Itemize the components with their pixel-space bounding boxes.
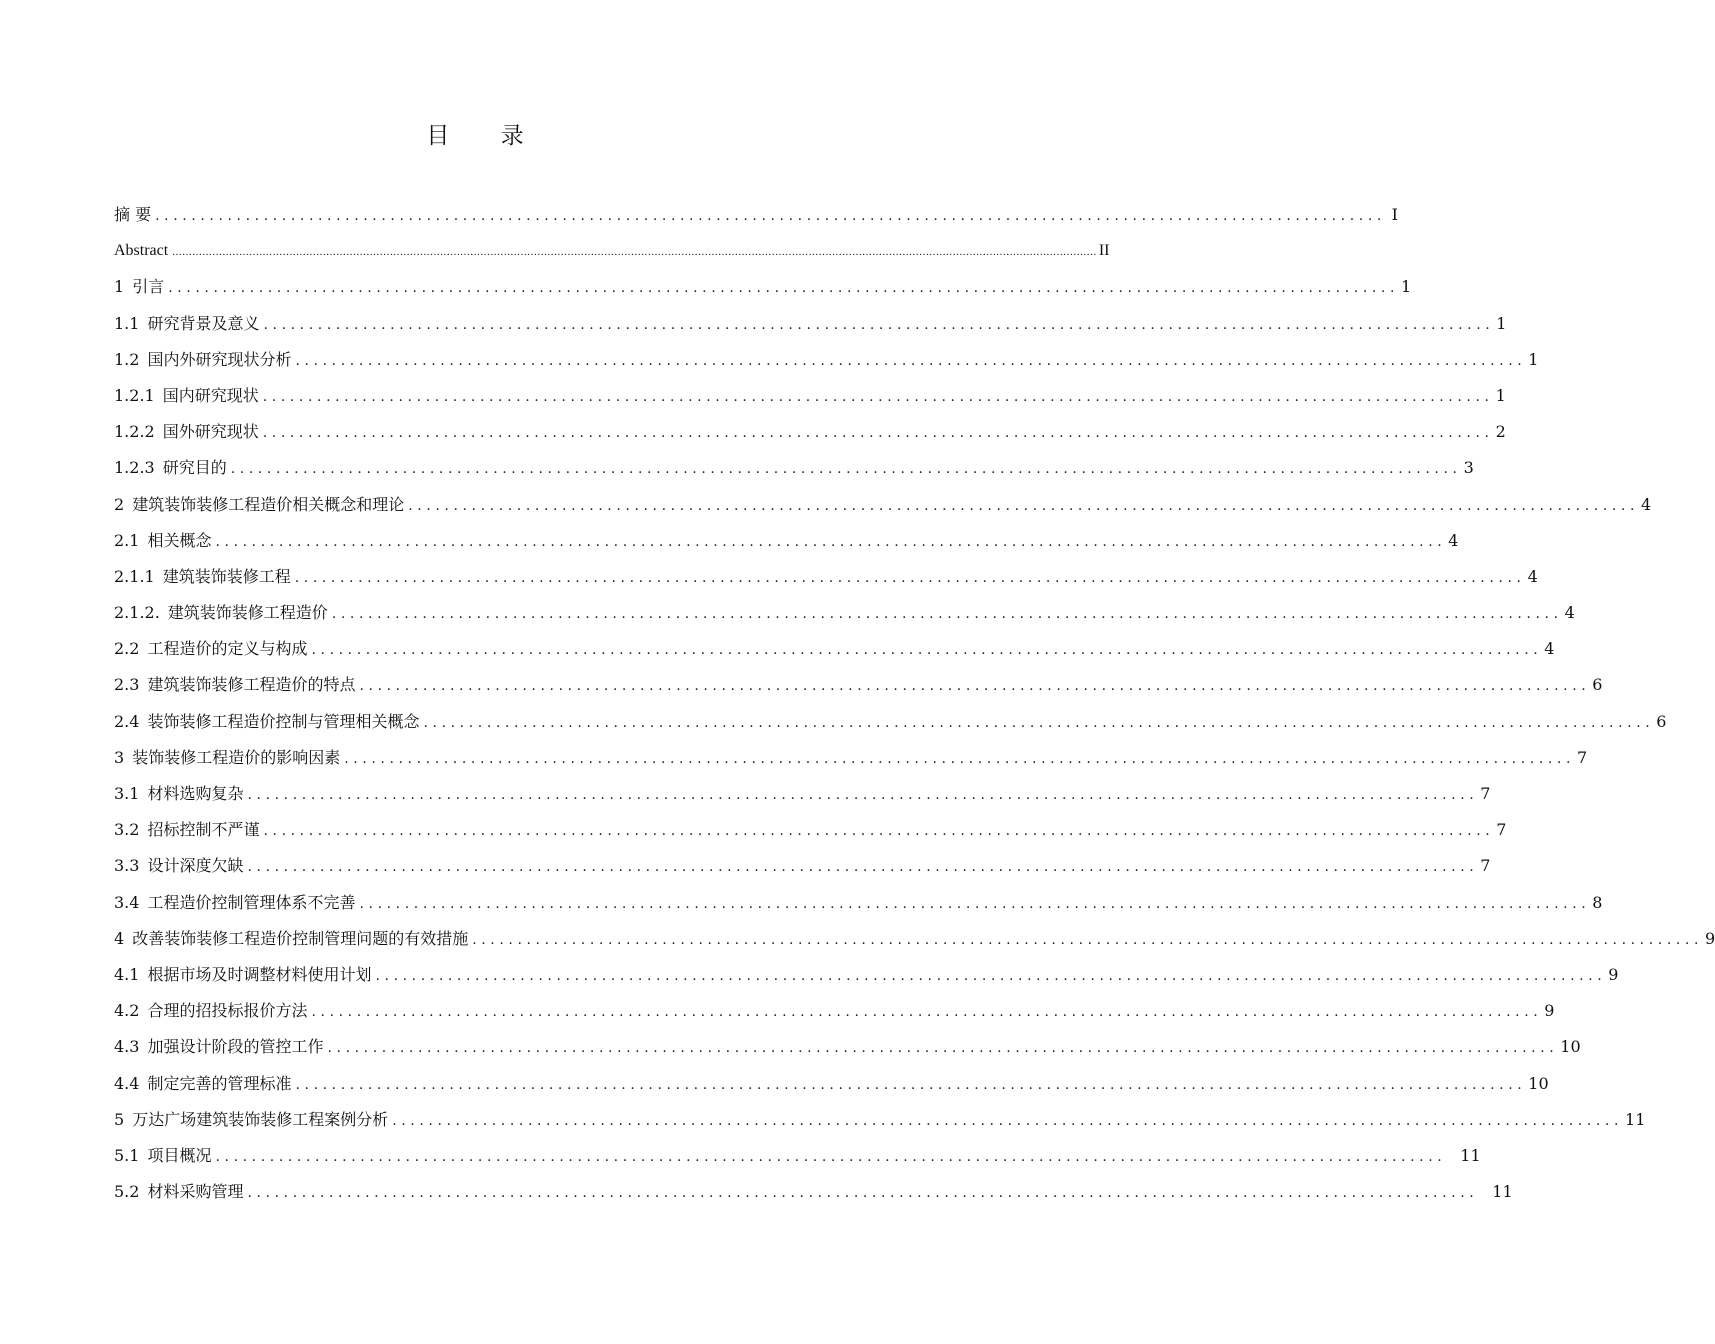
toc-entry-text: 合理的招投标报价方法 bbox=[147, 1001, 308, 1021]
toc-entry-number: 2.2 bbox=[114, 639, 140, 659]
toc-dot-leader: ........................................................................................................................................ bbox=[215, 533, 1447, 550]
toc-entry-text: 建筑装饰装修工程造价的特点 bbox=[147, 675, 356, 695]
toc-entry-title bbox=[114, 669, 357, 701]
toc-page-number: 4 bbox=[1527, 566, 1538, 586]
toc-entry[interactable] bbox=[114, 271, 1412, 307]
toc-entry-number: 3.4 bbox=[114, 892, 140, 912]
toc-page-number: 10 bbox=[1560, 1037, 1581, 1057]
toc-entry[interactable] bbox=[114, 1031, 1581, 1067]
toc-page-number: 11 bbox=[1625, 1109, 1646, 1129]
toc-entry-text: 材料采购管理 bbox=[147, 1182, 244, 1202]
toc-dot-leader: ........................................................................................................................................ bbox=[375, 967, 1607, 984]
toc-entry-number: 4.1 bbox=[114, 964, 140, 984]
toc-page-number: 4 bbox=[1448, 530, 1459, 550]
toc-entry[interactable] bbox=[114, 669, 1603, 705]
toc-entry[interactable] bbox=[114, 525, 1459, 561]
toc-entry-number: 3.3 bbox=[114, 856, 140, 876]
toc-entry-text: 改善装饰装修工程造价控制管理问题的有效措施 bbox=[132, 928, 469, 948]
toc-entry-title bbox=[114, 561, 293, 593]
toc-dot-leader: ........................................................................................................................................ bbox=[168, 280, 1400, 297]
toc-entry-title bbox=[114, 1068, 293, 1100]
toc-dot-leader: ........................................................................................................................................ bbox=[262, 388, 1494, 405]
toc-entry[interactable] bbox=[114, 1068, 1549, 1104]
toc-entry[interactable] bbox=[114, 923, 1715, 959]
toc-entry-title bbox=[114, 344, 293, 376]
toc-entry-text: 材料选购复杂 bbox=[147, 784, 244, 803]
toc-entry-text: 根据市场及时调整材料使用计划 bbox=[147, 964, 372, 984]
toc-entry-number: 2.1 bbox=[114, 530, 140, 550]
toc-entry-title bbox=[114, 308, 261, 340]
toc-entry-title bbox=[114, 923, 470, 955]
toc-entry[interactable] bbox=[114, 597, 1575, 633]
toc-entry[interactable] bbox=[114, 344, 1539, 380]
toc-entry-text: 研究背景及意义 bbox=[147, 313, 260, 333]
toc-page-number: 6 bbox=[1592, 675, 1603, 695]
toc-entry-text: 工程造价的定义与构成 bbox=[147, 639, 308, 659]
toc-dot-leader: ........................................................................................................................................ bbox=[295, 1076, 1527, 1093]
toc-entry[interactable] bbox=[114, 742, 1588, 778]
toc-entry-title bbox=[114, 814, 261, 846]
toc-entry[interactable] bbox=[114, 380, 1506, 416]
toc-dot-leader: ........................................................................................................................................ bbox=[359, 678, 1591, 695]
toc-dot-leader: ........................................................................................................................................ bbox=[247, 787, 1479, 803]
toc-entry-text: 国内外研究现状分析 bbox=[147, 349, 292, 369]
toc-entry-text: 设计深度欠缺 bbox=[147, 856, 244, 876]
toc-entry[interactable] bbox=[114, 959, 1619, 995]
toc-entry-text: 加强设计阶段的管控工作 bbox=[147, 1037, 324, 1057]
toc-entry-title bbox=[114, 1176, 245, 1208]
toc-page-number: 11 bbox=[1460, 1145, 1481, 1165]
toc-entry-title bbox=[114, 887, 357, 919]
toc-entry-text: 万达广场建筑装饰装修工程案例分析 bbox=[132, 1109, 389, 1129]
toc-entry-title bbox=[114, 995, 309, 1027]
toc-entry-text: 装饰装修工程造价的影响因素 bbox=[132, 747, 341, 767]
toc-page-number: II bbox=[1098, 242, 1110, 260]
toc-page-number: 7 bbox=[1577, 747, 1588, 767]
toc-page-number: 1 bbox=[1496, 313, 1507, 333]
toc-dot-leader: ........................................................................................................................................ bbox=[311, 642, 1543, 659]
toc-entry-text: 引言 bbox=[132, 277, 165, 297]
toc-entry-number: 1.2.3 bbox=[114, 458, 155, 478]
toc-entry[interactable] bbox=[114, 561, 1538, 597]
toc-entry-text: 国外研究现状 bbox=[162, 422, 259, 442]
toc-entry-title bbox=[114, 597, 330, 629]
toc-page-number: 6 bbox=[1656, 711, 1667, 731]
toc-entry-number: 5 bbox=[114, 1109, 125, 1129]
toc-entry-title bbox=[114, 706, 421, 738]
toc-entry-text: 招标控制不严谨 bbox=[147, 820, 260, 840]
toc-entry-title bbox=[114, 850, 245, 882]
toc-page-number: 11 bbox=[1492, 1182, 1513, 1202]
toc-entry-text: 研究目的 bbox=[162, 458, 227, 478]
toc-entry-number: 1.2 bbox=[114, 349, 140, 369]
toc-dot-leader: ........................................................................................................................................ bbox=[344, 750, 1576, 767]
toc-entry[interactable] bbox=[114, 706, 1667, 742]
toc-dot-leader: ........................................................................................................................................ bbox=[247, 859, 1479, 876]
toc-entry[interactable] bbox=[114, 1140, 1481, 1176]
toc-entry-title bbox=[114, 199, 153, 231]
toc-entry[interactable] bbox=[114, 452, 1474, 488]
toc-entry-title bbox=[114, 416, 261, 448]
toc-entry-text: 工程造价控制管理体系不完善 bbox=[147, 892, 356, 912]
toc-page-number: 9 bbox=[1544, 1001, 1555, 1021]
toc-entry[interactable] bbox=[114, 995, 1555, 1031]
toc-entry-title bbox=[114, 742, 342, 774]
toc-entry-text: 国内研究现状 bbox=[162, 385, 259, 405]
toc-entry-number: 2.1.2. bbox=[114, 603, 160, 623]
toc-entry-text: 装饰装修工程造价控制与管理相关概念 bbox=[147, 711, 420, 731]
toc-entry-title bbox=[114, 1031, 325, 1063]
toc-page-number: 4 bbox=[1564, 603, 1575, 623]
toc-entry-title bbox=[114, 525, 213, 557]
toc-entry-title bbox=[114, 489, 406, 521]
toc-dot-leader: ........................................................................................................................................ bbox=[359, 895, 1591, 912]
toc-entry[interactable] bbox=[114, 489, 1652, 525]
toc-entry-title bbox=[114, 778, 245, 810]
toc-page-number: 7 bbox=[1496, 820, 1507, 840]
toc-dot-leader: ........................................................................................................................................ bbox=[230, 461, 1462, 478]
toc-dot-leader: ........................................................................................................................................ bbox=[263, 316, 1495, 333]
toc-entry[interactable] bbox=[114, 1104, 1646, 1140]
toc-entry-number: 5.2 bbox=[114, 1182, 140, 1202]
toc-page-number: 1 bbox=[1495, 385, 1506, 405]
toc-entry-number: 2.3 bbox=[114, 675, 140, 695]
toc-entry[interactable] bbox=[114, 199, 1398, 235]
toc-entry-number: 1 bbox=[114, 277, 125, 297]
toc-dot-leader: ........................................................................................................................................ bbox=[472, 931, 1704, 948]
toc-page-number: 1 bbox=[1528, 349, 1539, 369]
toc-entry[interactable] bbox=[114, 416, 1506, 452]
toc-page-number: 10 bbox=[1528, 1073, 1549, 1093]
toc-dot-leader: ........................................................................................................................................ bbox=[155, 208, 1386, 224]
toc-entry-title bbox=[114, 235, 170, 267]
toc-entry-number: 1.1 bbox=[114, 313, 140, 333]
toc-dot-leader: ........................................................................................................................................ bbox=[263, 823, 1495, 840]
toc-page-number: 8 bbox=[1592, 892, 1603, 912]
toc-entry-title bbox=[114, 1140, 213, 1172]
toc-dot-leader: ........................................................................................................................................ bbox=[423, 714, 1655, 731]
toc-dot-leader: ........................................................................................................................................ bbox=[295, 352, 1527, 369]
toc-page-number: 7 bbox=[1480, 856, 1491, 876]
toc-entry[interactable] bbox=[114, 308, 1507, 344]
toc-entry-text: 相关概念 bbox=[147, 530, 212, 550]
toc-entry[interactable] bbox=[114, 235, 1110, 271]
toc-page-number: 4 bbox=[1641, 494, 1652, 514]
toc-page-number: I bbox=[1391, 205, 1398, 224]
toc-page-number: 3 bbox=[1463, 458, 1474, 478]
toc-entry-number: 4 bbox=[114, 928, 125, 948]
table-of-contents bbox=[114, 199, 1715, 1212]
toc-entry[interactable] bbox=[114, 1176, 1513, 1212]
toc-entry-number: 3 bbox=[114, 747, 125, 767]
toc-entry-number: 2.4 bbox=[114, 711, 140, 731]
toc-page-number: 9 bbox=[1608, 964, 1619, 984]
toc-dot-leader: ........................................................................................................................................ bbox=[311, 1004, 1543, 1021]
toc-entry-number: 3.2 bbox=[114, 820, 140, 840]
toc-page-number: 4 bbox=[1544, 639, 1555, 659]
toc-dot-leader: ........................................................................................................................................ bbox=[331, 606, 1563, 623]
toc-entry-number: 2 bbox=[114, 494, 125, 514]
toc-entry-number: 2.1.1 bbox=[114, 566, 155, 586]
toc-entry-number: 4.2 bbox=[114, 1001, 140, 1021]
toc-dot-leader: ........................................................................................................................................ bbox=[408, 497, 1640, 514]
toc-page-number: 2 bbox=[1495, 422, 1506, 442]
toc-entry-number: 1.2.1 bbox=[114, 385, 155, 405]
toc-dot-leader: ........................................................................................................................................ bbox=[247, 1185, 1479, 1202]
toc-entry-number: 3.1 bbox=[114, 784, 140, 803]
toc-entry-text: 摘 要 bbox=[114, 205, 152, 224]
toc-entry-number: 5.1 bbox=[114, 1145, 140, 1165]
toc-entry-title bbox=[114, 633, 309, 665]
toc-entry-text: Abstract bbox=[114, 242, 169, 260]
toc-entry-title bbox=[114, 959, 373, 991]
toc-dot-leader: ........................................................................................................................................ bbox=[294, 569, 1526, 586]
toc-entry[interactable] bbox=[114, 633, 1555, 669]
toc-entry-number: 4.4 bbox=[114, 1073, 140, 1093]
toc-entry-text: 项目概况 bbox=[147, 1145, 212, 1165]
toc-entry[interactable] bbox=[114, 887, 1603, 923]
toc-entry-text: 建筑装饰装修工程造价相关概念和理论 bbox=[132, 494, 405, 514]
toc-dot-leader: ........................................................................................................................................ bbox=[392, 1112, 1624, 1129]
page-title: 目 录 bbox=[426, 123, 546, 149]
toc-entry-text: 建筑装饰装修工程 bbox=[162, 566, 291, 586]
toc-dot-leader: ........................................................................................................................................ bbox=[262, 425, 1494, 442]
toc-entry-number: 4.3 bbox=[114, 1037, 140, 1057]
toc-entry-text: 制定完善的管理标准 bbox=[147, 1073, 292, 1093]
toc-entry-title bbox=[114, 1104, 390, 1136]
toc-dot-leader: ........................................................................................................................................ bbox=[215, 1148, 1447, 1165]
toc-entry[interactable] bbox=[114, 778, 1491, 814]
toc-dot-leader: ........................................................................................................................................ bbox=[327, 1040, 1559, 1057]
toc-entry[interactable] bbox=[114, 814, 1507, 850]
toc-entry-number: 1.2.2 bbox=[114, 422, 155, 442]
toc-dot-leader: .................................................................................................................................................................................................................................................................................... bbox=[172, 246, 1097, 259]
toc-entry-title bbox=[114, 452, 229, 484]
toc-entry[interactable] bbox=[114, 850, 1491, 886]
toc-page-number: 7 bbox=[1480, 784, 1491, 803]
toc-page-number: 1 bbox=[1401, 277, 1412, 297]
toc-entry-title bbox=[114, 271, 166, 303]
toc-entry-text: 建筑装饰装修工程造价 bbox=[167, 603, 328, 623]
toc-page-number: 9 bbox=[1705, 928, 1715, 948]
toc-entry-title bbox=[114, 380, 261, 412]
